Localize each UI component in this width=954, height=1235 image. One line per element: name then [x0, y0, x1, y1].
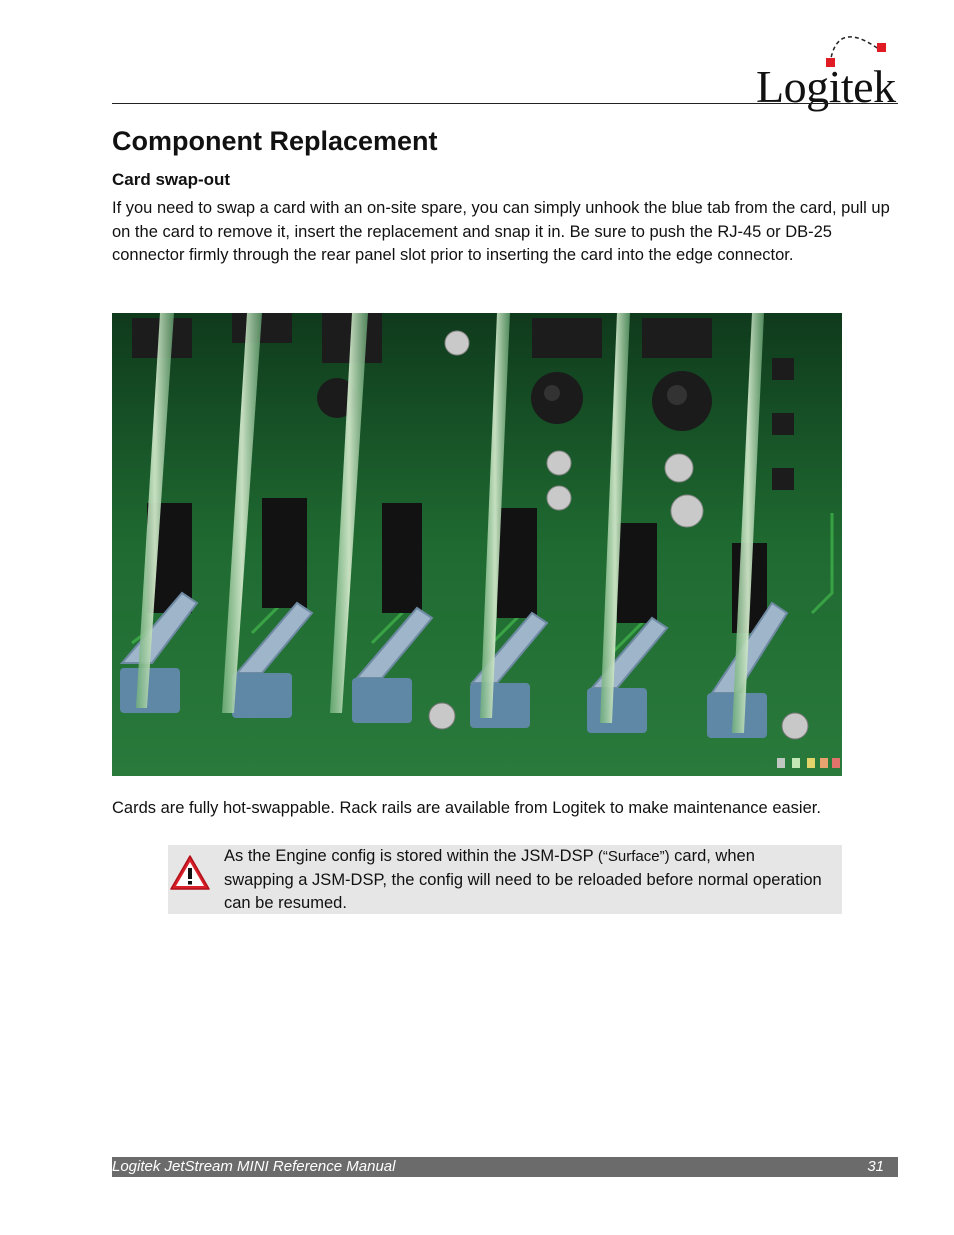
warning-text-a: As the Engine config is stored within the JSM-DSP	[224, 847, 598, 865]
section-title: Component Replacement	[112, 126, 438, 156]
footer-title: Logitek JetStream MINI Reference Manual	[112, 1158, 396, 1175]
circuit-board-photo	[112, 313, 842, 776]
warning-icon	[168, 851, 212, 895]
page-footer	[112, 1157, 898, 1177]
section-subtitle: Card swap-out	[112, 170, 231, 189]
warning-text-c: card, when swapping a JSM-DSP, the config will need to be reloaded before normal operation can be resumed.	[224, 847, 822, 912]
header-rule	[112, 103, 898, 104]
page-number: 31	[867, 1158, 884, 1175]
body-paragraph: If you need to swap a card with an on-site spare, you can simply unhook the blue tab from the card, pull up on the card to remove it, insert the replacement and snap it in. Be sure to push the RJ-45 or DB-25 connector firmly through the rear panel slot prior to inserting the card into the edge connector.	[112, 199, 890, 264]
warning-text	[224, 845, 824, 916]
warning-text-surface: (“Surface”)	[597, 848, 670, 865]
after-image-paragraph: Cards are fully hot-swappable. Rack rails are available from Logitek to make maintenance easier.	[112, 799, 821, 817]
logitek-logo	[748, 18, 908, 110]
logo-text: Logitek	[756, 61, 896, 112]
warning-note	[168, 845, 842, 914]
